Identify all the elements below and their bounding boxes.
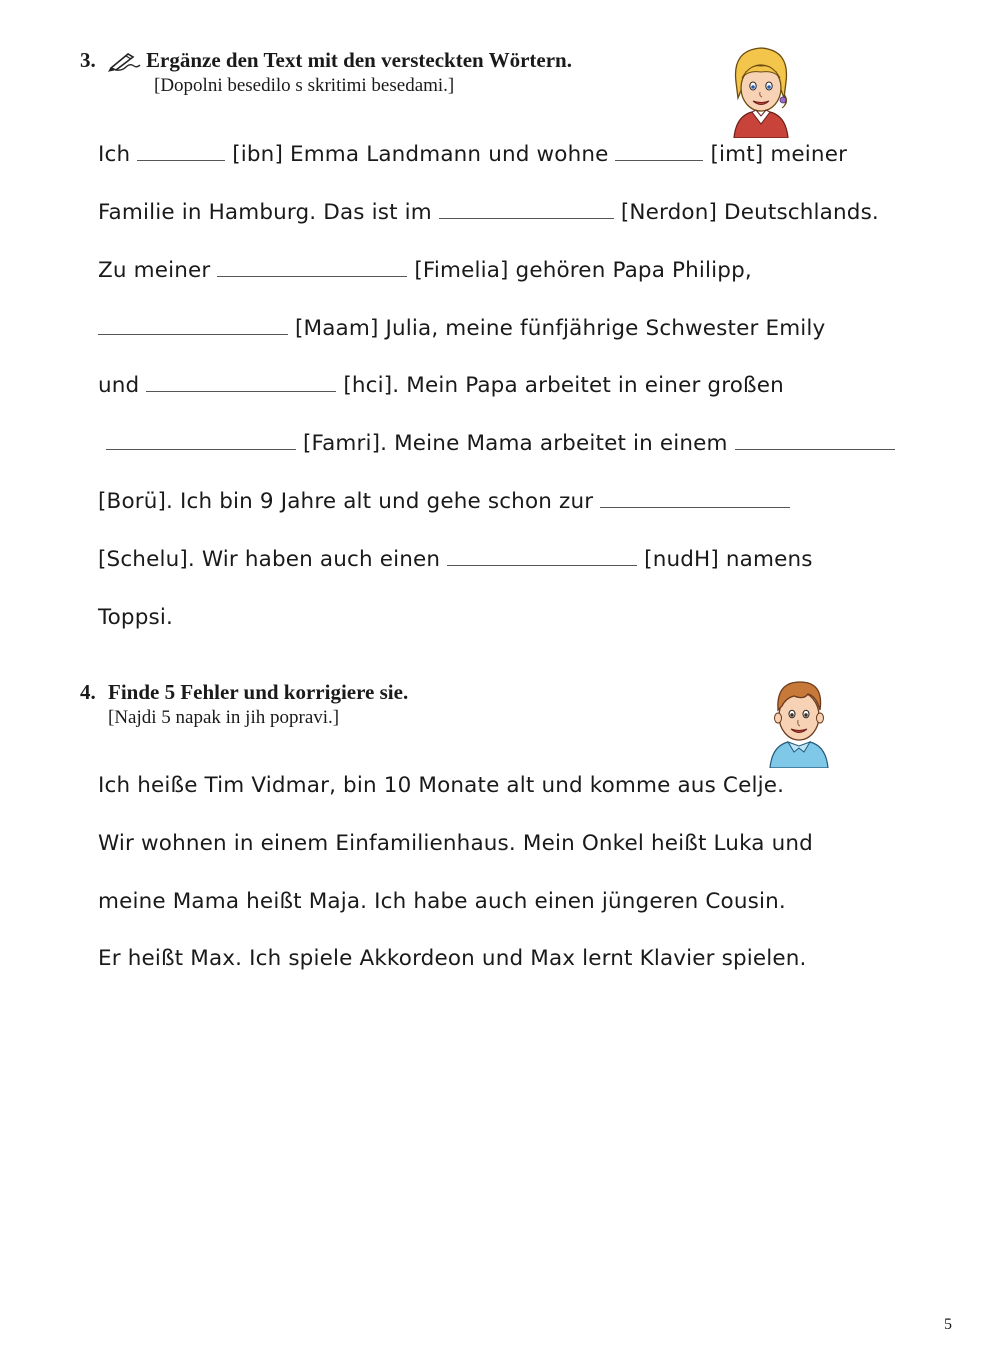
- exercise-4-subtitle: [Najdi 5 napak in jih popravi.]: [108, 707, 340, 728]
- exercise-4-line-3: meine Mama heißt Maja. Ich habe auch einen jüngeren Cousin.: [98, 889, 786, 914]
- exercise-3-number: 3.: [80, 48, 96, 72]
- exercise-3-title-row: [80, 48, 572, 73]
- exercise-3-line-9: Toppsi.: [98, 605, 173, 630]
- exercise-4-line-1: Ich heiße Tim Vidmar, bin 10 Monate alt und komme aus Celje.: [98, 773, 785, 798]
- blank-field[interactable]: [106, 435, 296, 450]
- exercise-4-number: 4.: [80, 680, 96, 704]
- exercise-4-line-4: Er heißt Max. Ich spiele Akkordeon und Max lernt Klavier spielen.: [98, 946, 807, 971]
- boy-illustration: [764, 676, 834, 773]
- blank-field[interactable]: [146, 377, 336, 392]
- exercise-3-line-8: [Schelu]. Wir haben auch einen [nudH] namens: [98, 547, 813, 572]
- exercise-3-line-4: [Maam] Julia, meine fünfjährige Schwester Emily: [98, 316, 825, 341]
- exercise-4-title: Finde 5 Fehler und korrigiere sie.: [108, 680, 409, 704]
- exercise-4-line-2: Wir wohnen in einem Einfamilienhaus. Mein Onkel heißt Luka und: [98, 831, 813, 856]
- blank-field[interactable]: [600, 493, 790, 508]
- exercise-3-line-2: Familie in Hamburg. Das ist im [Nerdon] Deutschlands.: [98, 200, 879, 225]
- exercise-3-line-1: Ich [ibn] Emma Landmann und wohne [imt] meiner: [98, 142, 848, 167]
- exercise-3-line-5: und [hci]. Mein Papa arbeitet in einer großen: [98, 373, 784, 398]
- girl-illustration: [726, 42, 796, 143]
- exercise-3-line-7: [Borü]. Ich bin 9 Jahre alt und gehe schon zur: [98, 489, 790, 514]
- page-number: 5: [944, 1316, 952, 1333]
- exercise-3-line-3: Zu meiner [Fimelia] gehören Papa Philipp,: [98, 258, 752, 283]
- blank-field[interactable]: [735, 435, 895, 450]
- blank-field[interactable]: [137, 146, 225, 161]
- blank-field[interactable]: [98, 320, 288, 335]
- blank-field[interactable]: [447, 551, 637, 566]
- exercise-4-title-row: [80, 680, 408, 705]
- exercise-3-title: Ergänze den Text mit den versteckten Wörtern.: [146, 48, 572, 72]
- blank-field[interactable]: [217, 262, 407, 277]
- blank-field[interactable]: [615, 146, 703, 161]
- exercise-4-heading: [80, 680, 408, 729]
- exercise-3-subtitle: [Dopolni besedilo s skritimi besedami.]: [154, 75, 455, 96]
- blank-field[interactable]: [439, 204, 614, 219]
- exercise-3-heading: [80, 48, 572, 97]
- exercise-3-line-6: [Famri]. Meine Mama arbeitet in einem: [106, 431, 895, 456]
- pencil-writing-icon: [108, 50, 142, 72]
